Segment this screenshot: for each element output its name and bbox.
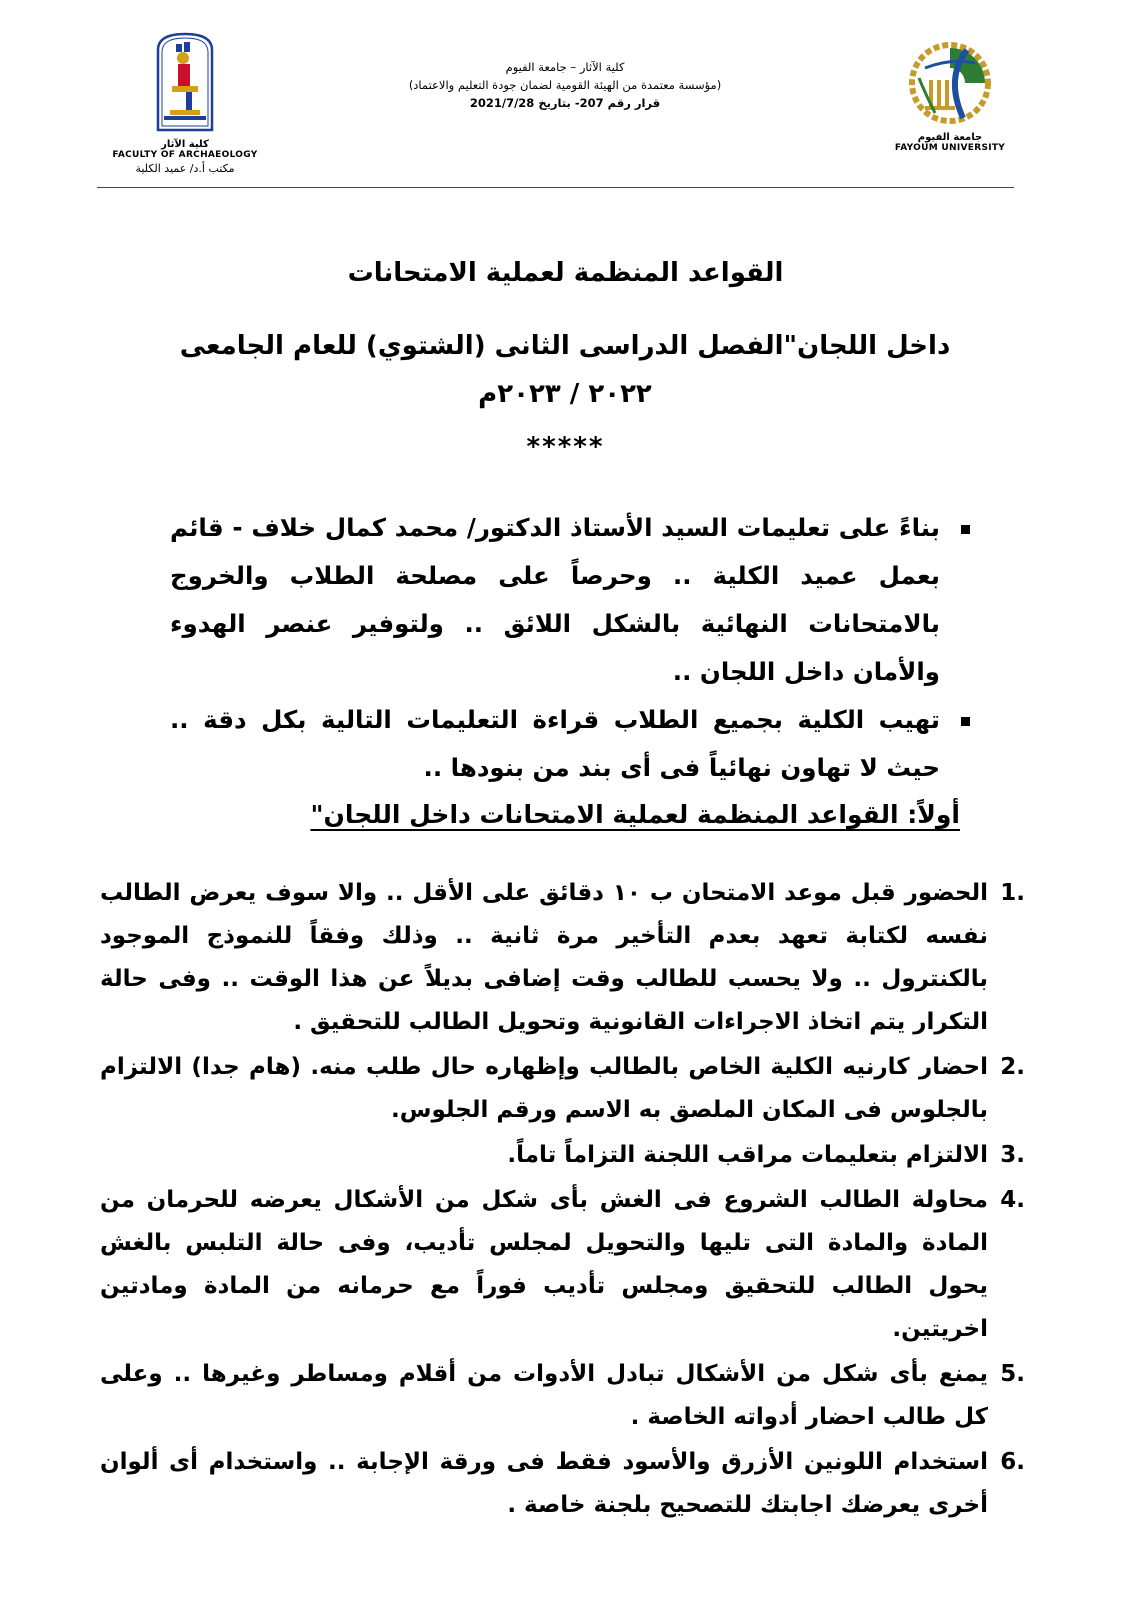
rule-text: الالتزام بتعليمات مراقب اللجنة التزاماً تاماً.: [507, 1142, 988, 1168]
faculty-emblem-icon: [150, 30, 220, 135]
section-heading: أولاً: القواعد المنظمة لعملية الامتحانات داخل اللجان": [310, 800, 960, 829]
rule-text: محاولة الطالب الشروع فى الغش بأى شكل من الأشكال يعرضه للحرمان من المادة والمادة التى تليها والتحويل لمجلس تأديب، وفى حالة التلبس بالغش يحول الطالب للتحقيق ومجلس تأديب فوراً مع حرمانه من المادة ومادتين اخريتين.: [100, 1187, 988, 1342]
faculty-name-en: FACULTY OF ARCHAEOLOGY: [112, 150, 258, 160]
document-title: القواعد المنظمة لعملية الامتحانات: [347, 258, 784, 288]
rule-text: استخدام اللونين الأزرق والأسود فقط فى ورقة الإجابة .. واستخدام أى ألوان أخرى يعرضك اجابتك للتصحيح بلجنة خاصة .: [100, 1449, 988, 1518]
dean-office-label: مكتب أ.د/ عميد الكلية: [135, 162, 235, 175]
list-item: [100, 1046, 1025, 1132]
rule-number: 4.: [1000, 1187, 1025, 1213]
list-item: [170, 696, 970, 792]
university-name-ar: جامعة الفيوم: [917, 132, 983, 143]
rule-number: 2.: [1000, 1054, 1025, 1080]
separator-stars: *****: [526, 432, 605, 462]
list-item: [100, 1179, 1025, 1351]
faculty-caption-ar: كلية الآثار: [161, 139, 209, 150]
list-item: [100, 1353, 1025, 1439]
rule-number: 3.: [1000, 1142, 1025, 1168]
list-item: [100, 872, 1025, 1044]
rule-text: يمنع بأى شكل من الأشكال تبادل الأدوات من أقلام ومساطر وغيرها .. وعلى كل طالب احضار أدواته الخاصة .: [100, 1361, 988, 1430]
bullet-text: تهيب الكلية بجميع الطلاب قراءة التعليمات التالية بكل دقة .. حيث لا تهاون نهائياً فى أى بند من بنودها ..: [170, 705, 940, 782]
faculty-of-archaeology-logo: [100, 30, 270, 185]
list-item: [100, 1441, 1025, 1527]
institution-info: [340, 58, 790, 112]
fayoum-university-logo: [890, 38, 1010, 163]
bullet-square-icon: [961, 525, 970, 534]
university-emblem-icon: [905, 38, 995, 128]
intro-bullets: [170, 504, 970, 792]
university-name-en: FAYOUM UNIVERSITY: [894, 143, 1006, 153]
bullet-text: بناءً على تعليمات السيد الأستاذ الدكتور/ محمد كمال خلاف - قائم بعمل عميد الكلية .. وحرصاً على مصلحة الطلاب والخروج بالامتحانات النهائية بالشكل اللائق .. ولتوفير عنصر الهدوء والأمان داخل اللجان ..: [170, 513, 940, 686]
rule-number: 6.: [1000, 1449, 1025, 1475]
header-divider: [97, 187, 1014, 188]
decision-line: قرار رقم 207- بتاريخ 2021/7/28: [469, 96, 661, 110]
faculty-university-line: كلية الآثار – جامعة الفيوم: [505, 60, 625, 74]
accreditation-line: (مؤسسة معتمدة من الهيئة القومية لضمان جودة التعليم والاعتماد): [408, 78, 722, 92]
letterhead: [0, 0, 1131, 190]
bullet-square-icon: [961, 717, 970, 726]
rule-number: 1.: [1000, 880, 1025, 906]
rule-text: الحضور قبل موعد الامتحان ب ١٠ دقائق على الأقل .. والا سوف يعرض الطالب نفسه لكتابة تعهد بعدم التأخير مرة ثانية .. وذلك وفقاً للنموذج الموجود بالكنترول .. ولا يحسب للطالب وقت إضافى بديلاً عن هذا الوقت .. وفى حالة التكرار يتم اتخاذ الاجراءات القانونية وتحويل الطالب للتحقيق .: [100, 880, 989, 1035]
rule-number: 5.: [1000, 1361, 1025, 1387]
rule-text: احضار كارنيه الكلية الخاص بالطالب وإظهاره حال طلب منه. (هام جدا) الالتزام بالجلوس فى المكان الملصق به الاسم ورقم الجلوس.: [100, 1054, 988, 1123]
rules-list: [100, 872, 1025, 1529]
list-item: [100, 1134, 1025, 1177]
document-subtitle: داخل اللجان"الفصل الدراسى الثانى (الشتوي) للعام الجامعى ٢٠٢٢ / ٢٠٢٣م: [179, 331, 951, 409]
list-item: [170, 504, 970, 696]
